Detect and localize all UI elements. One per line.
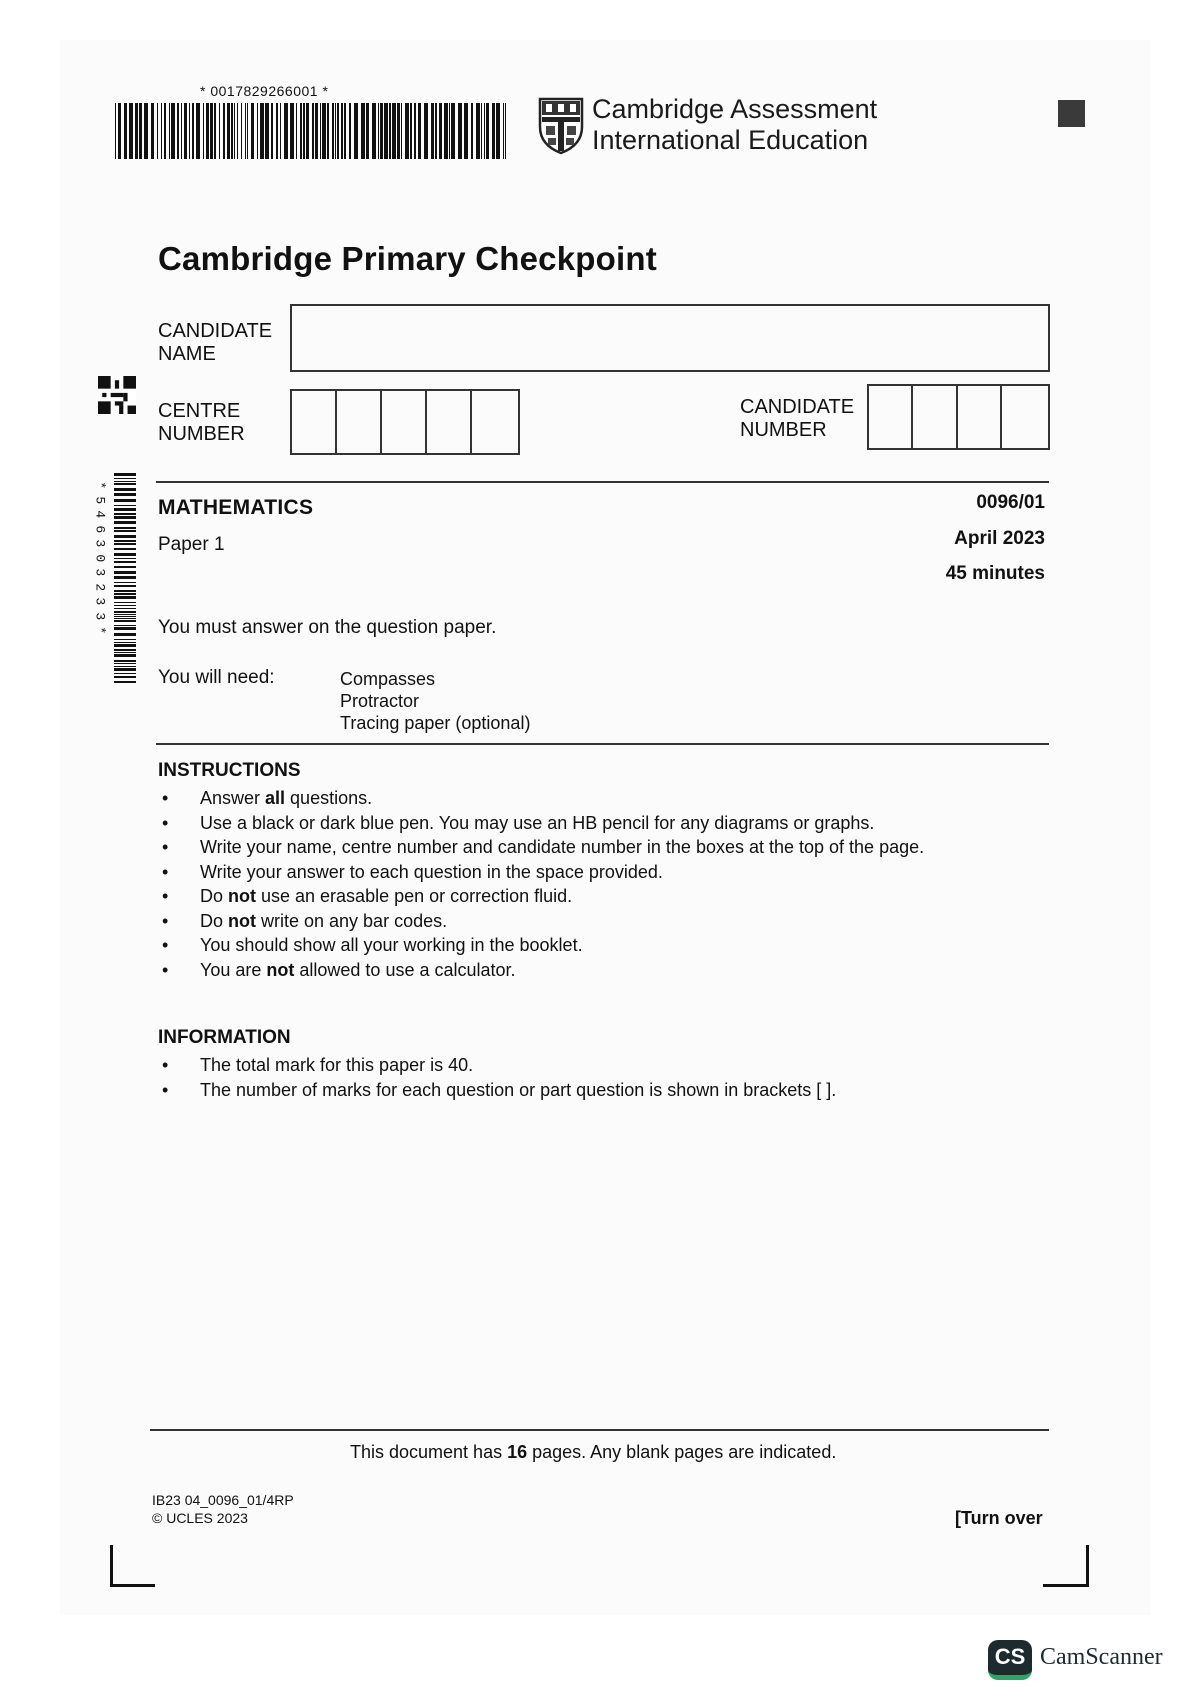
side-barcode-number — [92, 478, 106, 638]
instruction-item — [160, 811, 1060, 836]
side-digit: * — [92, 481, 108, 490]
label-line: CANDIDATE — [740, 396, 855, 418]
text: Do — [200, 910, 229, 931]
digit-cell[interactable] — [427, 391, 472, 453]
divider — [150, 1429, 1049, 1431]
side-digit: 6 — [92, 524, 108, 533]
instruction-item — [160, 958, 1060, 983]
text: write on any bar codes. — [256, 910, 448, 931]
text: Do — [200, 886, 229, 906]
digit-cell[interactable] — [292, 391, 337, 453]
label-line: CANDIDATE — [158, 320, 273, 342]
instruction-item — [160, 933, 1060, 958]
digit-cell[interactable] — [958, 386, 1002, 448]
instructions-list — [160, 786, 1060, 982]
divider — [156, 743, 1049, 745]
text: pages. Any blank pages are indicated. — [527, 1442, 837, 1462]
barcode-image — [115, 103, 507, 159]
digit-cell[interactable] — [1002, 386, 1048, 448]
side-digit: 3 — [92, 611, 108, 620]
need-item: Compasses — [340, 669, 436, 689]
crop-mark — [1086, 1545, 1089, 1587]
instruction-item — [160, 835, 1060, 860]
code-line: IB23 04_0096_01/4RP — [152, 1492, 294, 1508]
logo-line-2: International Education — [592, 125, 869, 155]
side-digit: 3 — [92, 539, 108, 548]
text: Answer — [200, 788, 266, 808]
syllabus-code: 0096/01 — [976, 492, 1045, 513]
crop-mark — [110, 1584, 155, 1587]
logo-text — [592, 94, 877, 156]
exam-duration: 45 minutes — [945, 563, 1045, 584]
digit-cell[interactable] — [472, 391, 518, 453]
candidate-name-field[interactable] — [290, 304, 1050, 372]
page-title: Cambridge Primary Checkpoint — [158, 240, 657, 277]
digit-cell[interactable] — [382, 391, 427, 453]
instruction-item — [160, 860, 1060, 885]
label-line: CENTRE — [158, 400, 241, 422]
instruction-item — [160, 884, 1060, 909]
label-line: NAME — [158, 343, 216, 365]
barcode-number: * 0017829266001 * — [200, 83, 329, 99]
print-code — [152, 1491, 294, 1527]
centre-number-field[interactable] — [290, 389, 520, 455]
candidate-number-field[interactable] — [867, 384, 1050, 450]
cambridge-shield-icon — [538, 97, 584, 155]
side-digit: 4 — [92, 510, 108, 519]
page-count-note — [350, 1442, 836, 1463]
text: allowed to use a calculator. — [294, 959, 516, 980]
exam-date: April 2023 — [954, 528, 1045, 549]
emphasis: not — [228, 910, 256, 931]
centre-number-label — [158, 400, 245, 446]
instruction-item — [160, 786, 1060, 811]
emphasis: not — [266, 959, 295, 980]
label-line: NUMBER — [158, 423, 245, 445]
instruction-item — [160, 909, 1060, 934]
candidate-name-label — [158, 320, 272, 366]
digit-cell[interactable] — [337, 391, 382, 453]
camscanner-logo-icon: CS — [988, 1640, 1032, 1680]
emphasis: not — [228, 886, 256, 906]
text: use an erasable pen or correction fluid. — [256, 886, 573, 906]
crop-mark — [110, 1545, 113, 1587]
side-digit: 0 — [92, 553, 108, 562]
need-item: Protractor — [340, 691, 420, 711]
side-digit: 5 — [92, 495, 108, 504]
information-heading: INFORMATION — [158, 1027, 291, 1048]
paper-number: Paper 1 — [158, 534, 225, 555]
logo-line-1: Cambridge Assessment — [592, 94, 878, 124]
label-line: NUMBER — [740, 419, 827, 441]
digit-cell[interactable] — [869, 386, 913, 448]
side-digit: 3 — [92, 568, 108, 577]
copyright: © UCLES 2023 — [152, 1510, 248, 1526]
side-digit: * — [92, 626, 108, 635]
information-item: • The total mark for this paper is 40. — [160, 1053, 1060, 1078]
side-digit: 2 — [92, 582, 108, 591]
turn-over-label: [Turn over — [955, 1508, 1043, 1528]
need-item: Tracing paper (optional) — [340, 713, 531, 733]
candidate-number-label — [740, 396, 854, 442]
qr-code-image — [98, 376, 136, 414]
text: You should show all your working in the booklet. — [200, 935, 583, 955]
text: Write your name, centre number and candidate number in the boxes at the top of the page. — [200, 837, 925, 857]
side-digit: 3 — [92, 597, 108, 606]
emphasis: all — [265, 788, 286, 808]
text: This document has — [350, 1442, 508, 1462]
camscanner-watermark: CamScanner — [1040, 1644, 1163, 1670]
information-item: • The number of marks for each question or part question is shown in brackets [ ]. — [160, 1078, 1060, 1103]
subject: MATHEMATICS — [158, 496, 314, 519]
text: Use a black or dark blue pen. You may use an HB pencil for any diagrams or graphs. — [200, 812, 875, 833]
page-count: 16 — [507, 1442, 528, 1462]
side-barcode-image — [114, 473, 136, 683]
text: You are — [200, 959, 267, 980]
text: questions. — [285, 788, 373, 808]
need-label: You will need: — [158, 667, 275, 688]
divider — [156, 481, 1049, 483]
information-list — [160, 1053, 1060, 1102]
registration-mark — [1058, 100, 1085, 127]
instructions-heading: INSTRUCTIONS — [158, 760, 301, 781]
answer-note: You must answer on the question paper. — [158, 617, 497, 638]
text: Write your answer to each question in the space provided. — [200, 861, 663, 882]
digit-cell[interactable] — [913, 386, 957, 448]
need-list — [340, 668, 530, 734]
crop-mark — [1043, 1584, 1089, 1587]
